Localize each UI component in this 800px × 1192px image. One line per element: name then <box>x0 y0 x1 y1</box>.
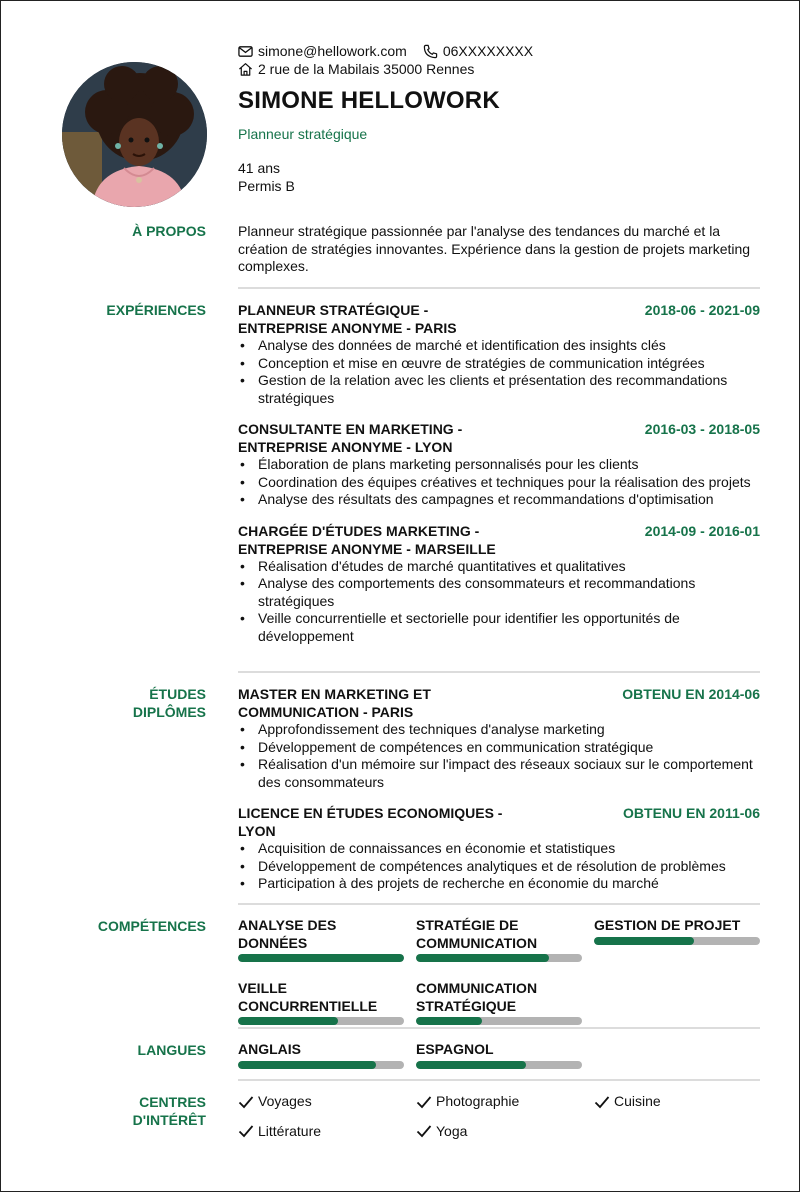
skill-bar <box>416 1017 582 1025</box>
skill-bar <box>416 954 582 962</box>
experience-title: CONSULTANTE EN MARKETING - ENTREPRISE ANONYME - LYON <box>238 421 463 455</box>
section-title-experiences: EXPÉRIENCES <box>106 302 206 318</box>
email-item[interactable] <box>238 43 407 59</box>
education-list <box>238 685 760 906</box>
experience-entry <box>238 301 760 407</box>
address-item <box>238 61 474 77</box>
language-bar <box>238 1061 404 1069</box>
bullet-item: • Élaboration de plans marketing personnalisés pour les clients <box>238 456 760 474</box>
interest-item <box>416 1093 594 1111</box>
skill-label: VEILLE CONCURRENTIELLE <box>238 980 378 1014</box>
skill-bar-fill <box>238 1017 338 1025</box>
skill-label: GESTION DE PROJET <box>594 917 741 933</box>
experience-title: CHARGÉE D'ÉTUDES MARKETING - ENTREPRISE ANONYME - MARSEILLE <box>238 522 496 557</box>
education-title: MASTER EN MARKETING ET COMMUNICATION - PARIS <box>238 686 431 720</box>
skills-grid-wrapper <box>238 917 760 1025</box>
skills-grid <box>238 917 760 1025</box>
skill-item <box>238 980 404 1025</box>
phone-icon <box>423 44 438 59</box>
personal-info <box>238 160 295 195</box>
interest-item <box>416 1123 594 1141</box>
bullet-item: • Veille concurrentielle et sectorielle pour identifier les opportunités de développement <box>238 610 760 645</box>
bullet-item: • Coordination des équipes créatives et techniques pour la réalisation des projets <box>238 474 760 492</box>
home-icon <box>238 62 253 77</box>
divider <box>238 287 760 289</box>
skill-bar-fill <box>416 954 549 962</box>
experience-date: 2016-03 - 2018-05 <box>644 421 760 437</box>
interest-label: Littérature <box>258 1122 322 1139</box>
divider <box>238 903 760 905</box>
section-title-education <box>41 685 206 721</box>
bullet-item: • Analyse des résultats des campagnes et recommandations d'optimisation <box>238 491 760 509</box>
address-text: 2 rue de la Mabilais 35000 Rennes <box>258 61 475 77</box>
experience-date: 2014-09 - 2016-01 <box>644 522 760 539</box>
bullet-item: • Réalisation d'un mémoire sur l'impact des réseaux sociaux sur le comportement des consommateurs <box>238 756 760 791</box>
language-label: ESPAGNOL <box>416 1041 494 1057</box>
skill-bar-fill <box>416 1017 482 1025</box>
experience-entry <box>238 522 760 646</box>
experience-title: PLANNEUR STRATÉGIQUE - ENTREPRISE ANONYME - PARIS <box>238 302 457 336</box>
bullet-item: • Analyse des comportements des consommateurs et recommandations stratégiques <box>238 575 760 610</box>
experience-date: 2018-06 - 2021-09 <box>644 302 760 318</box>
about-text: Planneur stratégique passionnée par l'analyse des tendances du marché et la création de stratégies innovantes. Expérience dans la gestion de projets marketing complexes. <box>238 223 751 274</box>
bullet-item: • Gestion de la relation avec les clients et présentation des recommandations stratégiques <box>238 372 760 407</box>
section-title-line: DIPLÔMES <box>132 704 206 720</box>
section-title-about: À PROPOS <box>132 223 206 239</box>
education-entry <box>238 804 760 893</box>
skill-bar <box>238 954 404 962</box>
skill-bar <box>238 1017 404 1025</box>
section-title-line: D'INTÉRÊT <box>132 1112 206 1128</box>
section-title-skills: COMPÉTENCES <box>97 918 206 934</box>
interest-label: Voyages <box>258 1093 312 1109</box>
check-icon <box>594 1095 610 1109</box>
language-bar-fill <box>238 1061 376 1069</box>
section-title-languages: LANGUES <box>137 1042 206 1058</box>
phone-text: 06XXXXXXXX <box>442 43 534 59</box>
languages-wrapper <box>238 1041 760 1069</box>
skill-bar-fill <box>594 937 694 945</box>
bullet-item: • Développement de compétences en communication stratégique <box>238 739 760 757</box>
interest-item <box>238 1093 416 1111</box>
bullet-item: • Analyse des données de marché et identification des insights clés <box>238 337 760 355</box>
bullet-item: • Participation à des projets de recherche en économie du marché <box>238 875 760 893</box>
section-title-line: CENTRES <box>139 1094 206 1110</box>
languages-grid <box>238 1041 760 1069</box>
skill-bar <box>594 937 760 945</box>
interest-label: Yoga <box>436 1122 468 1139</box>
bullet-item: • Développement de compétences analytiques et de résolution de problèmes <box>238 858 760 876</box>
divider <box>238 1027 760 1029</box>
language-item <box>238 1041 404 1069</box>
language-label: ANGLAIS <box>238 1041 301 1057</box>
mail-icon <box>238 44 253 59</box>
section-title-line: ÉTUDES <box>149 686 206 702</box>
education-entry <box>238 685 760 791</box>
contact-row-1 <box>238 42 758 60</box>
contact-block <box>238 42 758 78</box>
profile-photo <box>62 62 207 207</box>
education-date: OBTENU EN 2011-06 <box>623 805 760 821</box>
phone-item[interactable] <box>423 43 533 59</box>
interests-grid <box>238 1093 760 1140</box>
section-title-interests <box>41 1093 206 1129</box>
interest-item <box>594 1093 760 1111</box>
interest-label: Cuisine <box>614 1093 661 1109</box>
language-item <box>416 1041 582 1069</box>
language-bar-fill <box>416 1061 526 1069</box>
interest-label: Photographie <box>436 1093 520 1109</box>
check-icon <box>416 1095 432 1109</box>
skill-label: ANALYSE DES DONNÉES <box>238 917 337 951</box>
bullet-item: • Réalisation d'études de marché quantitatives et qualitatives <box>238 558 760 576</box>
bullet-item: • Approfondissement des techniques d'analyse marketing <box>238 721 760 739</box>
check-icon <box>416 1124 432 1138</box>
education-title: LICENCE EN ÉTUDES ECONOMIQUES - LYON <box>238 805 503 839</box>
contact-row-2 <box>238 60 758 78</box>
interest-item <box>238 1123 416 1141</box>
divider <box>238 671 760 673</box>
experience-entry <box>238 420 760 509</box>
skill-item <box>416 980 582 1025</box>
check-icon <box>238 1095 254 1109</box>
interests-wrapper <box>238 1093 760 1140</box>
divider <box>238 1079 760 1081</box>
skill-item <box>238 917 404 962</box>
age-text: 41 ans <box>238 160 281 176</box>
experiences-list <box>238 301 760 658</box>
skill-item <box>594 917 760 962</box>
education-date: OBTENU EN 2014-06 <box>622 686 760 702</box>
skill-item <box>416 917 582 962</box>
candidate-name: SIMONE HELLOWORK <box>238 87 500 114</box>
email-text: simone@hellowork.com <box>258 43 407 59</box>
language-bar <box>416 1061 582 1069</box>
skill-bar-fill <box>238 954 404 962</box>
bullet-item: • Acquisition de connaissances en économie et statistiques <box>238 840 760 858</box>
job-title: Planneur stratégique <box>238 126 368 142</box>
skill-label: COMMUNICATION STRATÉGIQUE <box>416 980 538 1014</box>
avatar-illustration <box>62 62 207 207</box>
skill-label: STRATÉGIE DE COMMUNICATION <box>416 917 538 951</box>
check-icon <box>238 1124 254 1138</box>
bullet-item: • Conception et mise en œuvre de stratégies de communication intégrées <box>238 355 760 373</box>
license-text: Permis B <box>238 177 295 194</box>
